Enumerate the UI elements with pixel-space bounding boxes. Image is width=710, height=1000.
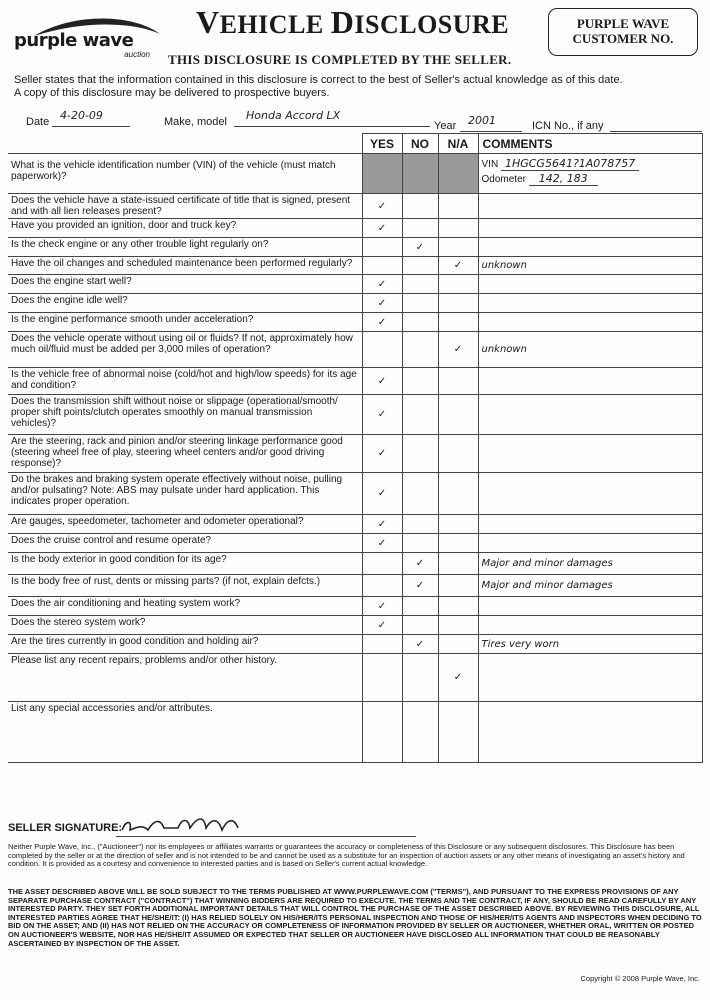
na-checkbox-cell[interactable] (438, 219, 478, 238)
question-text: List any special accessories and/or attributes. (8, 702, 362, 763)
question-text: Is the vehicle free of abnormal noise (cold/hot and high/low speeds) for its age and condition? (8, 368, 362, 395)
no-checkbox-cell[interactable] (402, 332, 438, 368)
table-row (8, 368, 702, 395)
table-row (8, 219, 702, 238)
yes-checkbox-cell[interactable] (362, 616, 402, 635)
no-checkbox-cell[interactable] (402, 435, 438, 473)
purple-wave-logo (14, 18, 164, 58)
no-checkbox-cell[interactable] (402, 219, 438, 238)
na-checkbox-cell[interactable] (438, 597, 478, 616)
check-mark-icon: ✓ (377, 619, 387, 631)
vin-value[interactable]: 1HGCG5641?1A078757 (501, 157, 639, 171)
comment-cell[interactable] (478, 238, 702, 257)
customer-box-line1: PURPLE WAVE (576, 16, 670, 31)
intro-line2: A copy of this disclosure may be delivered to prospective buyers. (14, 87, 330, 99)
yes-checkbox-cell[interactable] (362, 194, 402, 219)
no-checkbox-cell[interactable] (402, 515, 438, 534)
yes-checkbox-cell[interactable] (362, 654, 402, 702)
vin-comments (478, 154, 702, 194)
check-mark-icon: ✓ (377, 488, 387, 499)
vin-na-shaded (438, 154, 478, 194)
question-text: Does the vehicle have a state-issued certificate of title that is signed, present and with all lien releases present? (8, 194, 362, 219)
table-row (8, 515, 702, 534)
check-mark-icon: ✓ (377, 222, 387, 234)
no-checkbox-cell[interactable] (402, 534, 438, 553)
no-checkbox-cell[interactable] (402, 395, 438, 435)
seller-signature-label: SELLER SIGNATURE: (8, 822, 123, 834)
make-model-label: Make, model (164, 116, 227, 128)
na-checkbox-cell[interactable] (438, 635, 478, 654)
comment-cell[interactable] (478, 219, 702, 238)
question-text: Does the transmission shift without noise or slippage (operational/smooth/ proper shift points/clutch operates smoothly on manual transmission vehicles)? (8, 395, 362, 435)
table-row (8, 332, 702, 368)
comment-cell[interactable] (478, 368, 702, 395)
title-initial-v: V (196, 4, 220, 40)
table-row (8, 654, 702, 702)
yes-checkbox-cell[interactable] (362, 435, 402, 473)
check-mark-icon: ✓ (377, 537, 387, 549)
na-checkbox-cell[interactable] (438, 194, 478, 219)
na-checkbox-cell[interactable] (438, 332, 478, 368)
na-checkbox-cell[interactable] (438, 275, 478, 294)
customer-box-line2: CUSTOMER NO. (572, 31, 674, 46)
na-checkbox-cell[interactable] (438, 534, 478, 553)
odometer-label: Odometer (481, 174, 526, 185)
no-checkbox-cell[interactable] (402, 473, 438, 515)
table-row (8, 534, 702, 553)
question-text: Do the brakes and braking system operate effectively without noise, pulling and/or pulsating? Note: ABS may pulsate under hard application. This indicates proper operation. (8, 473, 362, 515)
yes-checkbox-cell[interactable] (362, 257, 402, 275)
question-text: Does the air conditioning and heating system work? (8, 597, 362, 616)
yes-checkbox-cell[interactable] (362, 473, 402, 515)
na-checkbox-cell[interactable] (438, 553, 478, 575)
table-row (8, 194, 702, 219)
title-rest-vehicle: EHICLE (219, 10, 331, 39)
check-mark-icon: ✓ (377, 448, 387, 459)
no-checkbox-cell[interactable] (402, 597, 438, 616)
table-row (8, 313, 702, 332)
na-checkbox-cell[interactable] (438, 473, 478, 515)
table-row (8, 238, 702, 257)
question-text: Is the check engine or any other trouble light regularly on? (8, 238, 362, 257)
no-checkbox-cell[interactable] (402, 654, 438, 702)
yes-checkbox-cell[interactable] (362, 238, 402, 257)
question-text: Please list any recent repairs, problems and/or other history. (8, 654, 362, 702)
vin-question: What is the vehicle identification number (VIN) of the vehicle (must match paperwork)? (8, 154, 362, 194)
na-checkbox-cell[interactable] (438, 654, 478, 702)
question-text: Are the steering, rack and pinion and/or steering linkage performance good (steering wheel free of play, steering wheel centers and/or good driving response)? (8, 435, 362, 473)
yes-checkbox-cell[interactable] (362, 275, 402, 294)
na-checkbox-cell[interactable] (438, 294, 478, 313)
question-text: Are the tires currently in good condition and holding air? (8, 635, 362, 654)
question-text: Does the vehicle operate without using oil or fluids? If not, approximately how much oil/fluid must be added per 3,000 miles of operation? (8, 332, 362, 368)
na-checkbox-cell[interactable] (438, 435, 478, 473)
check-mark-icon: ✓ (453, 344, 463, 355)
na-checkbox-cell[interactable] (438, 257, 478, 275)
yes-checkbox-cell[interactable] (362, 294, 402, 313)
vin-no-shaded (402, 154, 438, 194)
page-title (196, 4, 509, 41)
check-mark-icon: ✓ (377, 518, 387, 530)
table-row (8, 702, 702, 763)
logo-subtext: auction (124, 50, 150, 59)
check-mark-icon: ✓ (377, 278, 387, 290)
table-row (8, 553, 702, 575)
table-row (8, 575, 702, 597)
question-text: Are gauges, speedometer, tachometer and odometer operational? (8, 515, 362, 534)
comment-cell[interactable] (478, 435, 702, 473)
question-text: Does the engine start well? (8, 275, 362, 294)
no-checkbox-cell[interactable] (402, 702, 438, 763)
no-checkbox-cell[interactable] (402, 275, 438, 294)
comment-cell[interactable]: Major and minor damages (478, 575, 702, 597)
no-checkbox-cell[interactable] (402, 257, 438, 275)
yes-checkbox-cell[interactable] (362, 515, 402, 534)
question-text: Does the stereo system work? (8, 616, 362, 635)
no-checkbox-cell[interactable] (402, 616, 438, 635)
yes-checkbox-cell[interactable] (362, 575, 402, 597)
yes-checkbox-cell[interactable] (362, 553, 402, 575)
icn-label: ICN No., if any (532, 120, 604, 132)
check-mark-icon: ✓ (453, 260, 463, 271)
year-value[interactable]: 2001 (468, 114, 496, 127)
date-label: Date (26, 116, 50, 128)
table-row (8, 473, 702, 515)
comment-cell[interactable] (478, 313, 702, 332)
question-text: Is the engine performance smooth under acceleration? (8, 313, 362, 332)
year-label: Year (434, 120, 457, 132)
page-subtitle: THIS DISCLOSURE IS COMPLETED BY THE SELLER. (168, 52, 512, 67)
no-checkbox-cell[interactable] (402, 313, 438, 332)
no-checkbox-cell[interactable] (402, 575, 438, 597)
na-checkbox-cell[interactable] (438, 702, 478, 763)
comment-cell[interactable]: unknown (478, 257, 702, 275)
question-text: Have the oil changes and scheduled maintenance been performed regularly? (8, 257, 362, 275)
check-mark-icon: ✓ (377, 200, 387, 212)
check-mark-icon: ✓ (377, 316, 387, 328)
na-column-header: N/A (438, 134, 478, 154)
date-value[interactable]: 4-20-09 (60, 109, 103, 122)
yes-checkbox-cell[interactable] (362, 395, 402, 435)
question-text: Is the body free of rust, dents or missing parts? (if not, explain defcts.) (8, 575, 362, 597)
yes-checkbox-cell[interactable] (362, 635, 402, 654)
intro-line1: Seller states that the information contained in this disclosure is correct to the best of Seller's actual knowledge as of this date. (14, 74, 623, 86)
na-checkbox-cell[interactable] (438, 368, 478, 395)
copyright-text: Copyright © 2008 Purple Wave, Inc. (580, 974, 700, 983)
comment-cell[interactable] (478, 473, 702, 515)
title-initial-d: D (330, 4, 355, 40)
comment-cell[interactable] (478, 534, 702, 553)
comment-cell[interactable] (478, 597, 702, 616)
vin-row (8, 154, 702, 194)
check-mark-icon: ✓ (415, 638, 425, 650)
comment-cell[interactable] (478, 275, 702, 294)
comment-cell[interactable]: Tires very worn (478, 635, 702, 654)
na-checkbox-cell[interactable] (438, 313, 478, 332)
intro-text (14, 74, 704, 100)
yes-checkbox-cell[interactable] (362, 597, 402, 616)
na-checkbox-cell[interactable] (438, 395, 478, 435)
make-model-value[interactable]: Honda Accord LX (246, 109, 341, 122)
na-checkbox-cell[interactable] (438, 575, 478, 597)
table-row (8, 435, 702, 473)
table-row (8, 635, 702, 654)
table-row (8, 395, 702, 435)
comment-cell[interactable] (478, 702, 702, 763)
comment-cell[interactable]: unknown (478, 332, 702, 368)
table-header-row (8, 134, 702, 154)
check-mark-icon: ✓ (377, 297, 387, 309)
comment-cell[interactable] (478, 395, 702, 435)
customer-number-box[interactable] (548, 8, 698, 56)
no-checkbox-cell[interactable] (402, 368, 438, 395)
table-row (8, 257, 702, 275)
na-checkbox-cell[interactable] (438, 616, 478, 635)
comment-cell[interactable] (478, 194, 702, 219)
question-text: Does the engine idle well? (8, 294, 362, 313)
yes-checkbox-cell[interactable] (362, 702, 402, 763)
comments-column-header: COMMENTS (478, 134, 702, 154)
yes-checkbox-cell[interactable] (362, 534, 402, 553)
yes-checkbox-cell[interactable] (362, 219, 402, 238)
comment-cell[interactable]: Major and minor damages (478, 553, 702, 575)
na-checkbox-cell[interactable] (438, 515, 478, 534)
yes-column-header: YES (362, 134, 402, 154)
comment-cell[interactable] (478, 654, 702, 702)
logo-wordmark: purple wave (14, 30, 134, 51)
comment-cell[interactable] (478, 294, 702, 313)
table-row (8, 275, 702, 294)
disclosure-table (8, 133, 703, 763)
check-mark-icon: ✓ (415, 558, 425, 569)
question-text: Does the cruise control and resume operate? (8, 534, 362, 553)
check-mark-icon: ✓ (377, 375, 387, 387)
yes-checkbox-cell[interactable] (362, 368, 402, 395)
comment-cell[interactable] (478, 616, 702, 635)
title-rest-disclosure: ISCLOSURE (354, 10, 510, 39)
check-mark-icon: ✓ (377, 600, 387, 612)
no-checkbox-cell[interactable] (402, 553, 438, 575)
yes-checkbox-cell[interactable] (362, 332, 402, 368)
check-mark-icon: ✓ (415, 241, 425, 253)
table-row (8, 597, 702, 616)
vin-yes-shaded (362, 154, 402, 194)
terms-paragraph: THE ASSET DESCRIBED ABOVE WILL BE SOLD SUBJECT TO THE TERMS PUBLISHED AT WWW.PURPLEWAVE.COM ("TERMS"), AND PURSUANT TO THE EXPRESS PROVISIONS OF ANY SEPARATE PURCHASE CONTRACT ("CONTRACT") THAT WINNING BIDDERS ARE REQUIRED TO EXECUTE. THE TERMS AND THE CONTRACT, IF ANY, SHOULD BE READ CAREFULLY BY ANY INTERESTED PARTY. THEY SET FORTH ADDITIONAL IMPORTANT DETAILS THAT WILL CONTROL THE PURCHASE OF THE ASSET DESCRIBED ABOVE. BY REVIEWING THIS DISCLOSURE, ALL INTERESTED PARTIES AGREE THAT HE/SHE/IT: (I) HAS RELIED SOLELY ON HIS/HER/ITS PERSONAL INSPECTION AND THOSE OF HIS/HER/ITS AGENTS AND INSPECTORS WHEN DECIDING TO BID ON THE ASSET; AND (II) HAS NOT RELIED ON THE ACCURACY OR COMPLETENESS OF INFORMATION PROVIDED BY SELLER OR AUCTIONEER, WHETHER ORAL, WRITTEN OR POSTED ON AUCTIONEER'S WEBSITE, NOR HAS HE/SHE/IT ASSUMED OR EXPECTED THAT SELLER OR AUCTIONEER HAVE DISCLOSED ALL INFORMATION THAT COULD BE REASONABLY ASCERTAINED BY INSPECTION OF THE ASSET. (8, 887, 702, 948)
check-mark-icon: ✓ (453, 672, 463, 683)
no-checkbox-cell[interactable] (402, 238, 438, 257)
vin-label: VIN (481, 159, 499, 170)
check-mark-icon: ✓ (415, 580, 425, 591)
no-checkbox-cell[interactable] (402, 294, 438, 313)
no-checkbox-cell[interactable] (402, 194, 438, 219)
no-column-header: NO (402, 134, 438, 154)
disclaimer-paragraph: Neither Purple Wave, Inc., ("Auctioneer") nor its employees or affiliates warrants or guarantees the accuracy or completeness of this Disclosure or any subsequent disclosures. This Disclosure has been completed by the seller or at the direction of seller and is not intended to be and cannot be used as a substitute for an inspection of auction assets or any other means of investigating an asset's history and condition. It is provided as a courtesy and convenience to interested parties and is based on Seller's current actual knowledge. (8, 842, 685, 869)
no-checkbox-cell[interactable] (402, 635, 438, 654)
seller-signature-scribble-icon[interactable] (118, 814, 248, 838)
na-checkbox-cell[interactable] (438, 238, 478, 257)
check-mark-icon: ✓ (377, 409, 387, 420)
comment-cell[interactable] (478, 515, 702, 534)
question-text: Is the body exterior in good condition for its age? (8, 553, 362, 575)
odometer-value[interactable]: 142, 183 (529, 172, 598, 186)
question-column-header (8, 134, 362, 154)
yes-checkbox-cell[interactable] (362, 313, 402, 332)
question-text: Have you provided an ignition, door and truck key? (8, 219, 362, 238)
table-row (8, 294, 702, 313)
table-row (8, 616, 702, 635)
